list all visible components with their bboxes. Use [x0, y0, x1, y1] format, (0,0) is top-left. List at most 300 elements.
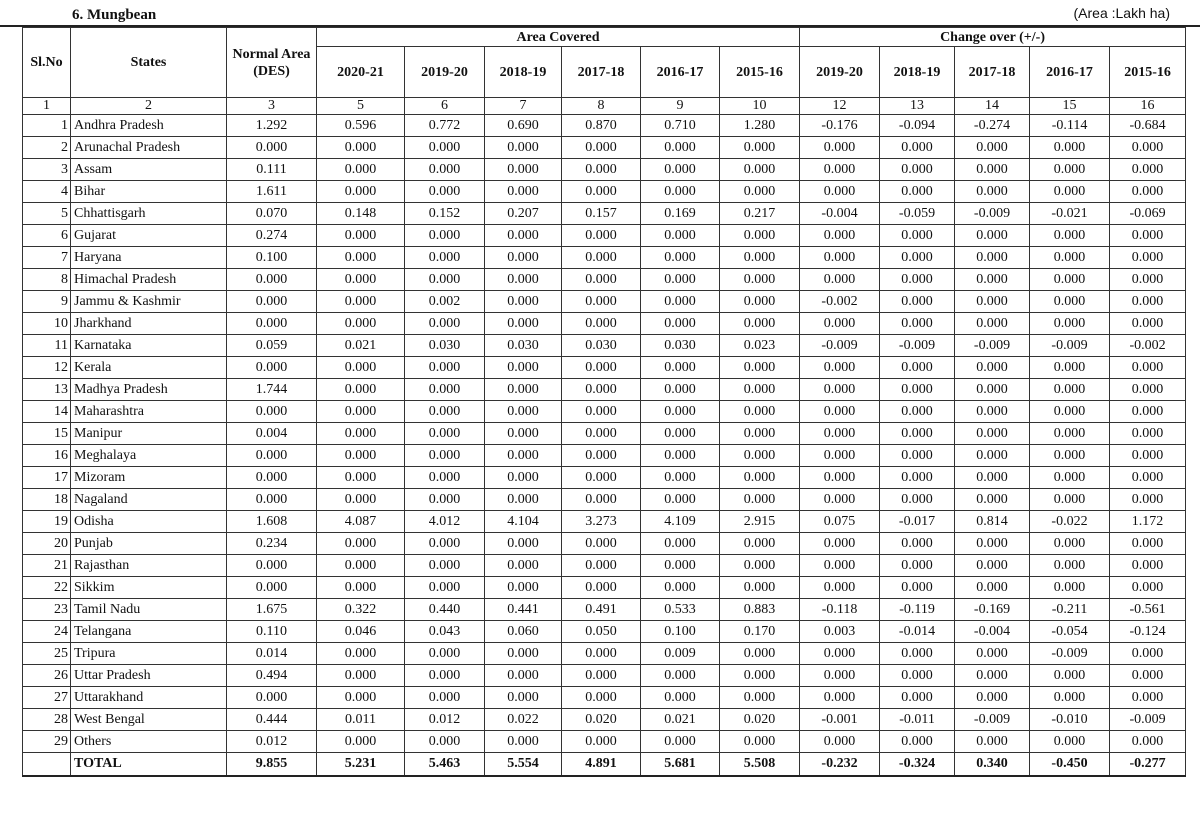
mungbean-area-table — [22, 27, 1186, 777]
value-cell: -0.684 — [1110, 115, 1186, 137]
value-cell: 0.000 — [562, 137, 641, 159]
value-cell: 0.000 — [880, 731, 955, 753]
value-cell: 0.000 — [880, 247, 955, 269]
table-head — [23, 28, 1186, 115]
value-cell: 3.273 — [562, 511, 641, 533]
value-cell: 0.000 — [405, 423, 485, 445]
value-cell: -0.022 — [1030, 511, 1110, 533]
value-cell: 4.104 — [485, 511, 562, 533]
value-cell: -0.274 — [955, 115, 1030, 137]
serial-number-cell: 22 — [23, 577, 71, 599]
serial-number-cell: 5 — [23, 203, 71, 225]
value-cell: 0.000 — [720, 247, 800, 269]
table-row — [23, 357, 1186, 379]
value-cell: 0.000 — [800, 467, 880, 489]
table-row — [23, 533, 1186, 555]
value-cell: 0.000 — [1110, 423, 1186, 445]
table-row — [23, 137, 1186, 159]
value-cell: 0.059 — [227, 335, 317, 357]
value-cell: 0.000 — [955, 445, 1030, 467]
total-value-cell: -0.232 — [800, 753, 880, 777]
table-row — [23, 709, 1186, 731]
value-cell: -0.009 — [800, 335, 880, 357]
value-cell: 0.110 — [227, 621, 317, 643]
value-cell: 0.003 — [800, 621, 880, 643]
value-cell: 0.000 — [405, 401, 485, 423]
value-cell: 0.000 — [562, 533, 641, 555]
serial-number-cell: 27 — [23, 687, 71, 709]
value-cell: 0.000 — [641, 687, 720, 709]
header-area-year: 2019-20 — [405, 47, 485, 98]
value-cell: 0.000 — [880, 357, 955, 379]
value-cell: 0.000 — [641, 379, 720, 401]
value-cell: 0.000 — [317, 687, 405, 709]
value-cell: 0.000 — [485, 137, 562, 159]
value-cell: 0.000 — [1030, 665, 1110, 687]
value-cell: 0.000 — [562, 247, 641, 269]
serial-number-cell: 19 — [23, 511, 71, 533]
value-cell: -0.119 — [880, 599, 955, 621]
value-cell: 0.000 — [641, 357, 720, 379]
value-cell: 0.000 — [562, 225, 641, 247]
serial-number-cell: 28 — [23, 709, 71, 731]
value-cell: 0.000 — [720, 357, 800, 379]
header-area-year: 2018-19 — [485, 47, 562, 98]
header-area-year: 2017-18 — [562, 47, 641, 98]
value-cell: 0.000 — [955, 665, 1030, 687]
value-cell: 0.000 — [485, 445, 562, 467]
value-cell: 0.000 — [1110, 269, 1186, 291]
value-cell: 0.000 — [1110, 467, 1186, 489]
table-row — [23, 291, 1186, 313]
value-cell: 0.000 — [800, 489, 880, 511]
value-cell: 0.000 — [485, 225, 562, 247]
value-cell: 0.000 — [562, 313, 641, 335]
value-cell: 0.014 — [227, 643, 317, 665]
value-cell: -0.054 — [1030, 621, 1110, 643]
value-cell: 0.000 — [955, 401, 1030, 423]
serial-number-cell: 18 — [23, 489, 71, 511]
value-cell: 0.000 — [880, 467, 955, 489]
value-cell: 0.000 — [1110, 533, 1186, 555]
value-cell: 0.046 — [317, 621, 405, 643]
value-cell: 0.000 — [1110, 357, 1186, 379]
value-cell: 0.000 — [562, 577, 641, 599]
value-cell: 0.000 — [800, 555, 880, 577]
value-cell: 0.000 — [317, 379, 405, 401]
value-cell: 0.000 — [641, 313, 720, 335]
value-cell: 0.000 — [1030, 467, 1110, 489]
value-cell: 0.000 — [317, 467, 405, 489]
value-cell: 0.012 — [227, 731, 317, 753]
value-cell: 0.000 — [562, 181, 641, 203]
value-cell: 0.000 — [720, 665, 800, 687]
value-cell: 0.000 — [317, 489, 405, 511]
header-states: States — [71, 28, 227, 98]
state-name-cell: Bihar — [71, 181, 227, 203]
value-cell: 0.000 — [955, 225, 1030, 247]
value-cell: -0.004 — [955, 621, 1030, 643]
value-cell: 0.000 — [955, 247, 1030, 269]
value-cell: 0.000 — [880, 401, 955, 423]
value-cell: -0.176 — [800, 115, 880, 137]
value-cell: 0.444 — [227, 709, 317, 731]
value-cell: 0.000 — [317, 577, 405, 599]
value-cell: -0.114 — [1030, 115, 1110, 137]
value-cell: 0.000 — [955, 687, 1030, 709]
value-cell: 0.000 — [1110, 665, 1186, 687]
state-name-cell: Madhya Pradesh — [71, 379, 227, 401]
state-name-cell: Assam — [71, 159, 227, 181]
serial-number-cell: 6 — [23, 225, 71, 247]
value-cell: 0.000 — [800, 269, 880, 291]
state-name-cell: Andhra Pradesh — [71, 115, 227, 137]
value-cell: -0.009 — [1110, 709, 1186, 731]
state-name-cell: Chhattisgarh — [71, 203, 227, 225]
value-cell: 0.207 — [485, 203, 562, 225]
value-cell: 0.000 — [641, 225, 720, 247]
state-name-cell: Himachal Pradesh — [71, 269, 227, 291]
value-cell: 0.000 — [720, 181, 800, 203]
state-name-cell: Jammu & Kashmir — [71, 291, 227, 313]
value-cell: -0.011 — [880, 709, 955, 731]
serial-number-cell: 4 — [23, 181, 71, 203]
value-cell: 0.000 — [227, 687, 317, 709]
value-cell: 0.000 — [1110, 577, 1186, 599]
value-cell: 0.000 — [1110, 247, 1186, 269]
value-cell: 0.000 — [800, 247, 880, 269]
header-change-year: 2019-20 — [800, 47, 880, 98]
value-cell: 0.000 — [317, 313, 405, 335]
value-cell: 0.000 — [1030, 489, 1110, 511]
column-number: 12 — [800, 98, 880, 115]
value-cell: 0.000 — [880, 445, 955, 467]
value-cell: 0.000 — [227, 555, 317, 577]
value-cell: -0.002 — [1110, 335, 1186, 357]
value-cell: 0.000 — [800, 731, 880, 753]
table-row — [23, 379, 1186, 401]
value-cell: 0.000 — [955, 379, 1030, 401]
value-cell: 0.000 — [1110, 137, 1186, 159]
state-name-cell: Telangana — [71, 621, 227, 643]
value-cell: 0.000 — [562, 445, 641, 467]
value-cell: 0.000 — [720, 401, 800, 423]
state-name-cell: Tripura — [71, 643, 227, 665]
value-cell: 0.000 — [955, 489, 1030, 511]
serial-number-cell: 13 — [23, 379, 71, 401]
value-cell: 0.012 — [405, 709, 485, 731]
value-cell: 0.000 — [485, 357, 562, 379]
value-cell: 0.491 — [562, 599, 641, 621]
value-cell: 0.020 — [720, 709, 800, 731]
value-cell: 0.043 — [405, 621, 485, 643]
value-cell: 0.000 — [880, 555, 955, 577]
serial-number-cell: 11 — [23, 335, 71, 357]
value-cell: 0.000 — [1030, 247, 1110, 269]
value-cell: 0.000 — [562, 687, 641, 709]
value-cell: 0.000 — [485, 687, 562, 709]
table-row — [23, 401, 1186, 423]
value-cell: 0.000 — [955, 313, 1030, 335]
total-value-cell: -0.324 — [880, 753, 955, 777]
column-number: 2 — [71, 98, 227, 115]
value-cell: 0.000 — [1110, 291, 1186, 313]
value-cell: 0.234 — [227, 533, 317, 555]
serial-number-cell: 24 — [23, 621, 71, 643]
value-cell: 0.000 — [800, 225, 880, 247]
table-row — [23, 313, 1186, 335]
value-cell: 0.070 — [227, 203, 317, 225]
value-cell: 0.000 — [880, 181, 955, 203]
value-cell: 0.000 — [317, 291, 405, 313]
state-name-cell: Odisha — [71, 511, 227, 533]
value-cell: 0.000 — [1030, 313, 1110, 335]
value-cell: 0.000 — [641, 423, 720, 445]
value-cell: 0.000 — [317, 181, 405, 203]
table-row — [23, 511, 1186, 533]
value-cell: 0.011 — [317, 709, 405, 731]
value-cell: 0.000 — [955, 159, 1030, 181]
state-name-cell: Manipur — [71, 423, 227, 445]
value-cell: 0.000 — [720, 533, 800, 555]
table-row — [23, 555, 1186, 577]
value-cell: -0.009 — [955, 203, 1030, 225]
value-cell: 0.000 — [955, 137, 1030, 159]
column-number: 14 — [955, 98, 1030, 115]
value-cell: 0.000 — [955, 467, 1030, 489]
value-cell: 0.000 — [1030, 423, 1110, 445]
header-change-over: Change over (+/-) — [800, 28, 1186, 47]
value-cell: 0.000 — [800, 379, 880, 401]
value-cell: 0.000 — [641, 467, 720, 489]
value-cell: 0.000 — [405, 313, 485, 335]
value-cell: 0.157 — [562, 203, 641, 225]
value-cell: 0.494 — [227, 665, 317, 687]
value-cell: -0.009 — [955, 709, 1030, 731]
value-cell: 0.000 — [720, 489, 800, 511]
total-label: TOTAL — [71, 753, 227, 777]
value-cell: 0.870 — [562, 115, 641, 137]
value-cell: 0.111 — [227, 159, 317, 181]
value-cell: 0.000 — [720, 291, 800, 313]
total-value-cell: 0.340 — [955, 753, 1030, 777]
value-cell: 1.675 — [227, 599, 317, 621]
table-row — [23, 489, 1186, 511]
value-cell: 0.000 — [880, 489, 955, 511]
value-cell: 0.000 — [405, 467, 485, 489]
header-change-year: 2015-16 — [1110, 47, 1186, 98]
value-cell: 0.000 — [880, 643, 955, 665]
table-row — [23, 423, 1186, 445]
value-cell: 0.000 — [880, 533, 955, 555]
table-row — [23, 621, 1186, 643]
value-cell: 0.000 — [1030, 357, 1110, 379]
value-cell: -0.017 — [880, 511, 955, 533]
value-cell: 0.000 — [562, 555, 641, 577]
value-cell: 0.000 — [1030, 159, 1110, 181]
value-cell: 0.000 — [800, 313, 880, 335]
value-cell: 0.030 — [485, 335, 562, 357]
state-name-cell: Uttarakhand — [71, 687, 227, 709]
value-cell: 0.000 — [641, 731, 720, 753]
total-value-cell: 5.231 — [317, 753, 405, 777]
value-cell: -0.561 — [1110, 599, 1186, 621]
header-normal-area: Normal Area (DES) — [227, 28, 317, 98]
value-cell: 0.000 — [800, 137, 880, 159]
value-cell: 0.000 — [880, 665, 955, 687]
value-cell: 0.000 — [405, 357, 485, 379]
value-cell: 0.000 — [955, 423, 1030, 445]
value-cell: 0.000 — [955, 577, 1030, 599]
value-cell: -0.009 — [1030, 335, 1110, 357]
state-name-cell: Rajasthan — [71, 555, 227, 577]
value-cell: 0.000 — [562, 731, 641, 753]
crop-title: 6. Mungbean — [72, 7, 157, 23]
serial-number-cell: 10 — [23, 313, 71, 335]
serial-number-cell: 1 — [23, 115, 71, 137]
column-number: 7 — [485, 98, 562, 115]
column-number: 8 — [562, 98, 641, 115]
value-cell: 0.000 — [641, 137, 720, 159]
value-cell: 4.109 — [641, 511, 720, 533]
value-cell: 0.000 — [562, 489, 641, 511]
value-cell: 0.000 — [720, 687, 800, 709]
value-cell: 0.000 — [1110, 643, 1186, 665]
column-number: 15 — [1030, 98, 1110, 115]
value-cell: 1.292 — [227, 115, 317, 137]
value-cell: 0.152 — [405, 203, 485, 225]
value-cell: 0.021 — [641, 709, 720, 731]
value-cell: 0.000 — [317, 533, 405, 555]
value-cell: 0.020 — [562, 709, 641, 731]
value-cell: 0.000 — [405, 445, 485, 467]
header-change-year: 2016-17 — [1030, 47, 1110, 98]
value-cell: -0.001 — [800, 709, 880, 731]
value-cell: 0.000 — [641, 269, 720, 291]
value-cell: 0.009 — [641, 643, 720, 665]
state-name-cell: Maharashtra — [71, 401, 227, 423]
value-cell: 0.000 — [641, 665, 720, 687]
value-cell: 0.000 — [317, 731, 405, 753]
value-cell: 0.000 — [227, 357, 317, 379]
value-cell: 0.000 — [405, 159, 485, 181]
value-cell: 0.170 — [720, 621, 800, 643]
value-cell: 0.050 — [562, 621, 641, 643]
value-cell: 0.000 — [720, 731, 800, 753]
value-cell: 0.000 — [317, 269, 405, 291]
value-cell: -0.118 — [800, 599, 880, 621]
value-cell: 0.000 — [227, 489, 317, 511]
value-cell: 0.000 — [800, 181, 880, 203]
state-name-cell: Nagaland — [71, 489, 227, 511]
value-cell: -0.004 — [800, 203, 880, 225]
value-cell: 0.000 — [880, 423, 955, 445]
value-cell: 0.000 — [641, 181, 720, 203]
value-cell: 0.000 — [1030, 401, 1110, 423]
value-cell: 0.000 — [485, 489, 562, 511]
header-change-year: 2017-18 — [955, 47, 1030, 98]
value-cell: 0.000 — [317, 401, 405, 423]
value-cell: 0.000 — [641, 445, 720, 467]
unit-note: (Area :Lakh ha) — [1073, 5, 1170, 21]
value-cell: 0.000 — [800, 533, 880, 555]
value-cell: 0.000 — [317, 555, 405, 577]
value-cell: 0.000 — [800, 577, 880, 599]
value-cell: 0.000 — [641, 489, 720, 511]
value-cell: 0.000 — [1030, 687, 1110, 709]
value-cell: 0.000 — [1110, 555, 1186, 577]
table-row — [23, 731, 1186, 753]
serial-number-cell: 16 — [23, 445, 71, 467]
value-cell: 0.000 — [955, 357, 1030, 379]
serial-number-cell: 23 — [23, 599, 71, 621]
value-cell: -0.169 — [955, 599, 1030, 621]
value-cell: 0.000 — [1030, 225, 1110, 247]
value-cell: 0.000 — [562, 665, 641, 687]
value-cell: -0.094 — [880, 115, 955, 137]
state-name-cell: Punjab — [71, 533, 227, 555]
value-cell: 0.060 — [485, 621, 562, 643]
value-cell: 0.440 — [405, 599, 485, 621]
total-value-cell: 9.855 — [227, 753, 317, 777]
value-cell: 0.000 — [1030, 379, 1110, 401]
value-cell: 0.030 — [641, 335, 720, 357]
value-cell: 0.000 — [1110, 181, 1186, 203]
serial-number-cell: 3 — [23, 159, 71, 181]
value-cell: 0.000 — [317, 137, 405, 159]
value-cell: 0.772 — [405, 115, 485, 137]
value-cell: 0.000 — [485, 159, 562, 181]
value-cell: 0.000 — [1030, 137, 1110, 159]
value-cell: 0.000 — [955, 555, 1030, 577]
value-cell: 0.023 — [720, 335, 800, 357]
value-cell: 0.000 — [1110, 225, 1186, 247]
table-row — [23, 665, 1186, 687]
value-cell: 0.000 — [955, 269, 1030, 291]
column-number: 1 — [23, 98, 71, 115]
value-cell: 0.000 — [955, 291, 1030, 313]
value-cell: 0.100 — [227, 247, 317, 269]
state-name-cell: Tamil Nadu — [71, 599, 227, 621]
state-name-cell: Arunachal Pradesh — [71, 137, 227, 159]
value-cell: 0.000 — [1110, 687, 1186, 709]
value-cell: 0.000 — [227, 467, 317, 489]
serial-number-cell: 15 — [23, 423, 71, 445]
value-cell: 0.000 — [562, 467, 641, 489]
total-value-cell: 5.681 — [641, 753, 720, 777]
value-cell: 0.000 — [720, 225, 800, 247]
total-value-cell — [23, 753, 71, 777]
value-cell: 0.000 — [1110, 489, 1186, 511]
value-cell: 0.000 — [317, 357, 405, 379]
value-cell: -0.069 — [1110, 203, 1186, 225]
value-cell: 0.000 — [800, 357, 880, 379]
value-cell: 0.000 — [800, 643, 880, 665]
table-row — [23, 269, 1186, 291]
value-cell: -0.009 — [880, 335, 955, 357]
value-cell: 0.000 — [1030, 269, 1110, 291]
serial-number-cell: 21 — [23, 555, 71, 577]
table-row — [23, 687, 1186, 709]
value-cell: 0.000 — [720, 643, 800, 665]
table-row — [23, 577, 1186, 599]
value-cell: -0.014 — [880, 621, 955, 643]
table-row — [23, 335, 1186, 357]
value-cell: 0.000 — [641, 159, 720, 181]
value-cell: 0.000 — [955, 643, 1030, 665]
header-area-year: 2020-21 — [317, 47, 405, 98]
value-cell: 1.744 — [227, 379, 317, 401]
